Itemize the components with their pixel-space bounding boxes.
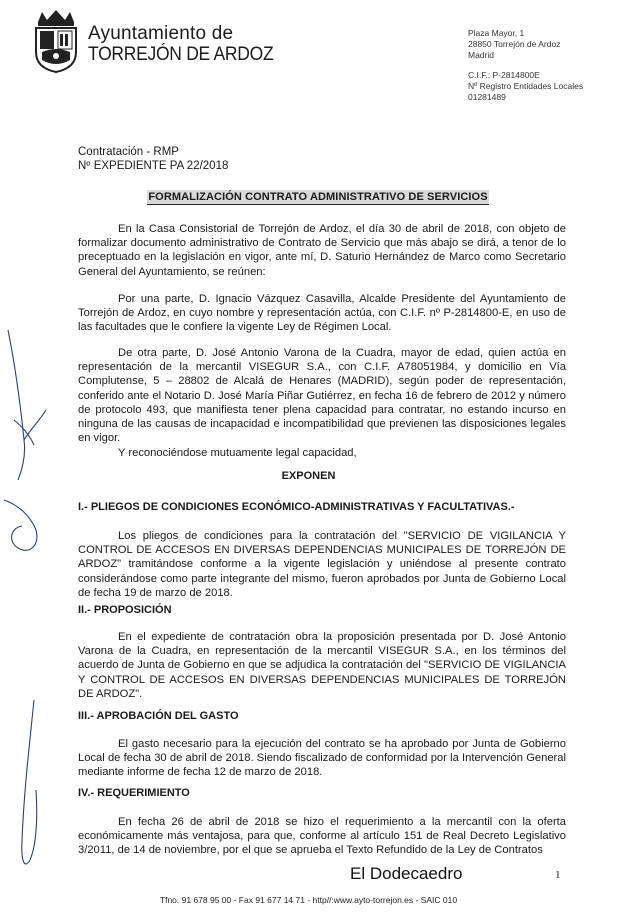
reference-line-1: Contratación - RMP (78, 146, 179, 158)
page-number: 1 (555, 869, 561, 881)
paragraph-gasto: El gasto necesario para la ejecución del contrato se ha aprobado por Junta de Gobierno Local de fecha 30 de abril de 2018. Siendo fiscalizado de conformidad por la Intervención General mediante informe de fecha 12 de marzo de 2018. (78, 738, 566, 779)
heading-requerimiento: IV.- REQUERIMIENTO (78, 787, 190, 799)
address-line: 28850 Torrejón de Ardoz (468, 39, 561, 49)
registry-line: Nº Registro Entidades Locales (468, 81, 584, 91)
cif-line: C.I.F.: P-2814800E (468, 70, 540, 80)
heading-pliegos: I.- PLIEGOS DE CONDICIONES ECONÓMICO-ADMINISTRATIVAS Y FACULTATIVAS.- (78, 501, 515, 513)
reference-line-2: Nº EXPEDIENTE PA 22/2018 (78, 160, 229, 172)
paragraph-proposicion: En el expediente de contratación obra la proposición presentada por D. José Antonio Varona de la Cuadra, en representación de la mercantil VISEGUR S.A., en los términos del acuerdo de Junta de Gobierno en que se adjudica la contratación del "SERVICIO DE VIGILANCIA Y CONTROL DE ACCESOS EN DIVERSAS DEPENDENCIAS MUNICIPALES DE TORREJÓN DE ARDOZ". (78, 631, 566, 700)
org-line-2: TORREJÓN DE ARDOZ (88, 44, 274, 65)
paragraph-mayor: Por una parte, D. Ignacio Vázquez Casavilla, Alcalde Presidente del Ayuntamiento de Torrejón de Ardoz, en cuyo nombre y representación actúa, con C.I.F. nº P-2814800-E, en uso de las facultades que le confiere la vigente Ley de Régimen Local. (78, 293, 566, 334)
paragraph-pliegos: Los pliegos de condiciones para la contratación del "SERVICIO DE VIGILANCIA Y CONTROL DE ACCESOS EN DIVERSAS DEPENDENCIAS MUNICIPALES DE TORREJÓN DE ARDOZ" tramitándose conforme a la vigente legislación y uniéndose al presente contrato considerándose como parte integrante del mismo, fueron aprobados por Junta de Gobierno Local de fecha 19 de marzo de 2018. (78, 530, 566, 599)
org-line-1: Ayuntamiento de (88, 23, 234, 44)
organization-name (88, 24, 289, 66)
handwritten-signature (0, 0, 60, 918)
paragraph-intro: En la Casa Consistorial de Torrejón de Ardoz, el día 30 de abril de 2018, con objeto de formalizar documento administrativo de Contrato de Servicio que más abajo se dirá, a tenor de lo preceptuado en la legislación en vigor, ante mí, D. Saturio Hernández de Marco como Secretario General del Ayuntamiento, se reúnen: (78, 223, 566, 278)
page-footer: Tfno. 91 678 95 00 - Fax 91 677 14 71 - http//:www.ayto-torrejon.es - SAIC 010 (159, 895, 458, 905)
paragraph-contractor: De otra parte, D. José Antonio Varona de la Cuadra, mayor de edad, quien actúa en representación de la mercantil VISEGUR S.A., con C.I.F. A78051984, y domicilio en Vía Complutense, 5 – 28802 de Alcalá de Henares (MADRID), según poder de representación, conferido ante el Notario D. José María Piñar Gutiérrez, en fecha 16 de febrero de 2012 y número de protocolo 493, que manifiesta tener plena capacidad para contratar, no estando incurso en ninguna de las causas de incapacidad e incompatibilidad que previenen las disposiciones legales en vigor. (78, 347, 566, 445)
document-title: FORMALIZACIÓN CONTRATO ADMINISTRATIVO DE SERVICIOS (148, 191, 488, 203)
address-line: Plaza Mayor, 1 (468, 28, 525, 38)
paragraph-capacity: Y reconociéndose mutuamente legal capacidad, (118, 447, 357, 459)
file-reference (78, 145, 228, 173)
registry-number: 01281489 (468, 92, 506, 102)
brand-watermark: El Dodecaedro (350, 864, 463, 883)
section-exponen: EXPONEN (281, 470, 336, 482)
address-block (468, 28, 583, 103)
paragraph-requerimiento: En fecha 26 de abril de 2018 se hizo el requerimiento a la mercantil con la oferta económicamente más ventajosa, para que, conforme al artículo 151 de Real Decreto Legislativo 3/2011, de 14 de noviembre, por el que se aprueba el Texto Refundido de la Ley de Contratos (78, 816, 566, 857)
heading-proposicion: II.- PROPOSICIÓN (78, 604, 172, 616)
address-line: Madrid (468, 50, 494, 60)
heading-gasto: III.- APROBACIÓN DEL GASTO (78, 710, 239, 722)
